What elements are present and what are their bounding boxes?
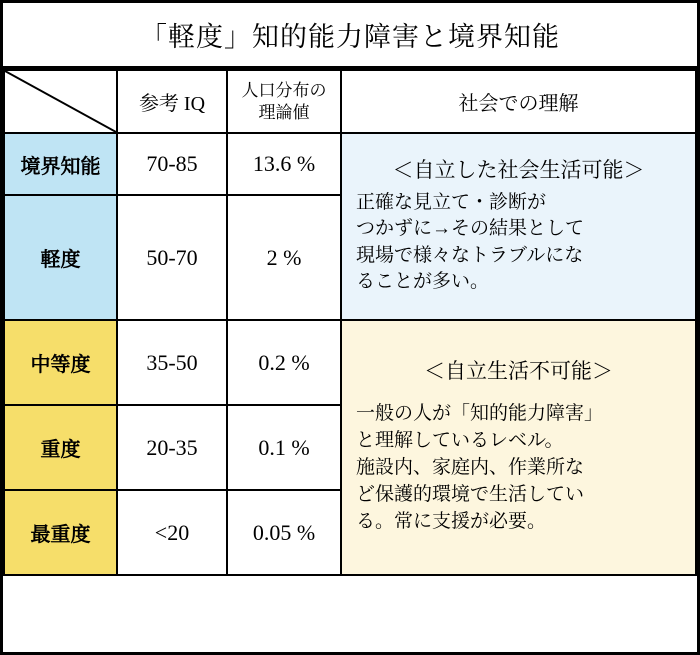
row-label-profound: 最重度 [4, 490, 117, 575]
header-iq: 参考 IQ [117, 70, 227, 133]
row-label-borderline: 境界知能 [4, 133, 117, 195]
description-upper-line-4: ることが多い。 [356, 270, 490, 292]
page-title [3, 3, 697, 69]
diagonal-line-icon [5, 71, 116, 132]
row-population-profound: 0.05 % [227, 490, 341, 575]
description-lower-line-2: と理解しているレベル。 [356, 430, 564, 452]
row-iq-severe: 20-35 [117, 405, 227, 490]
page-title-text: 「軽度」知的能力障害と境界知能 [140, 22, 560, 52]
row-iq-borderline: 70-85 [117, 133, 227, 195]
description-upper-line-2: つかずに→その結果として [356, 218, 585, 240]
header-population [227, 70, 341, 133]
header-population-line1: 人口分布の [241, 81, 327, 101]
row-population-severe: 0.1 % [227, 405, 341, 490]
description-upper-line-3: 現場で様々なトラブルにな [356, 244, 584, 266]
description-lower-heading: ＜自立生活不可能＞ [424, 359, 613, 384]
header-society: 社会での理解 [341, 70, 696, 133]
header-population-line2: 理論値 [258, 102, 310, 122]
row-iq-mild: 50-70 [117, 195, 227, 320]
description-upper-heading: ＜自立した社会生活可能＞ [392, 158, 645, 183]
row-label-severe: 重度 [4, 405, 117, 490]
row-iq-profound: <20 [117, 490, 227, 575]
row-iq-moderate: 35-50 [117, 320, 227, 405]
description-upper-line-1: 正確な見立て・診断が [356, 192, 547, 214]
table-row [4, 133, 696, 195]
table-row [4, 320, 696, 405]
row-population-borderline: 13.6 % [227, 133, 341, 195]
table-header-row [4, 70, 696, 133]
description-lower-line-1: 一般の人が「知的能力障害」 [356, 403, 604, 425]
intellectual-disability-table [3, 69, 697, 576]
row-label-moderate: 中等度 [4, 320, 117, 405]
row-population-moderate: 0.2 % [227, 320, 341, 405]
description-lower-line-4: ど保護的環境で生活してい [356, 483, 585, 505]
description-upper [341, 133, 696, 320]
description-lower-line-3: 施設内、家庭内、作業所な [356, 457, 585, 479]
header-corner-cell [4, 70, 117, 133]
description-lower-line-5: る。常に支援が必要。 [356, 510, 547, 532]
row-population-mild: 2 % [227, 195, 341, 320]
description-lower [341, 320, 696, 575]
row-label-mild: 軽度 [4, 195, 117, 320]
